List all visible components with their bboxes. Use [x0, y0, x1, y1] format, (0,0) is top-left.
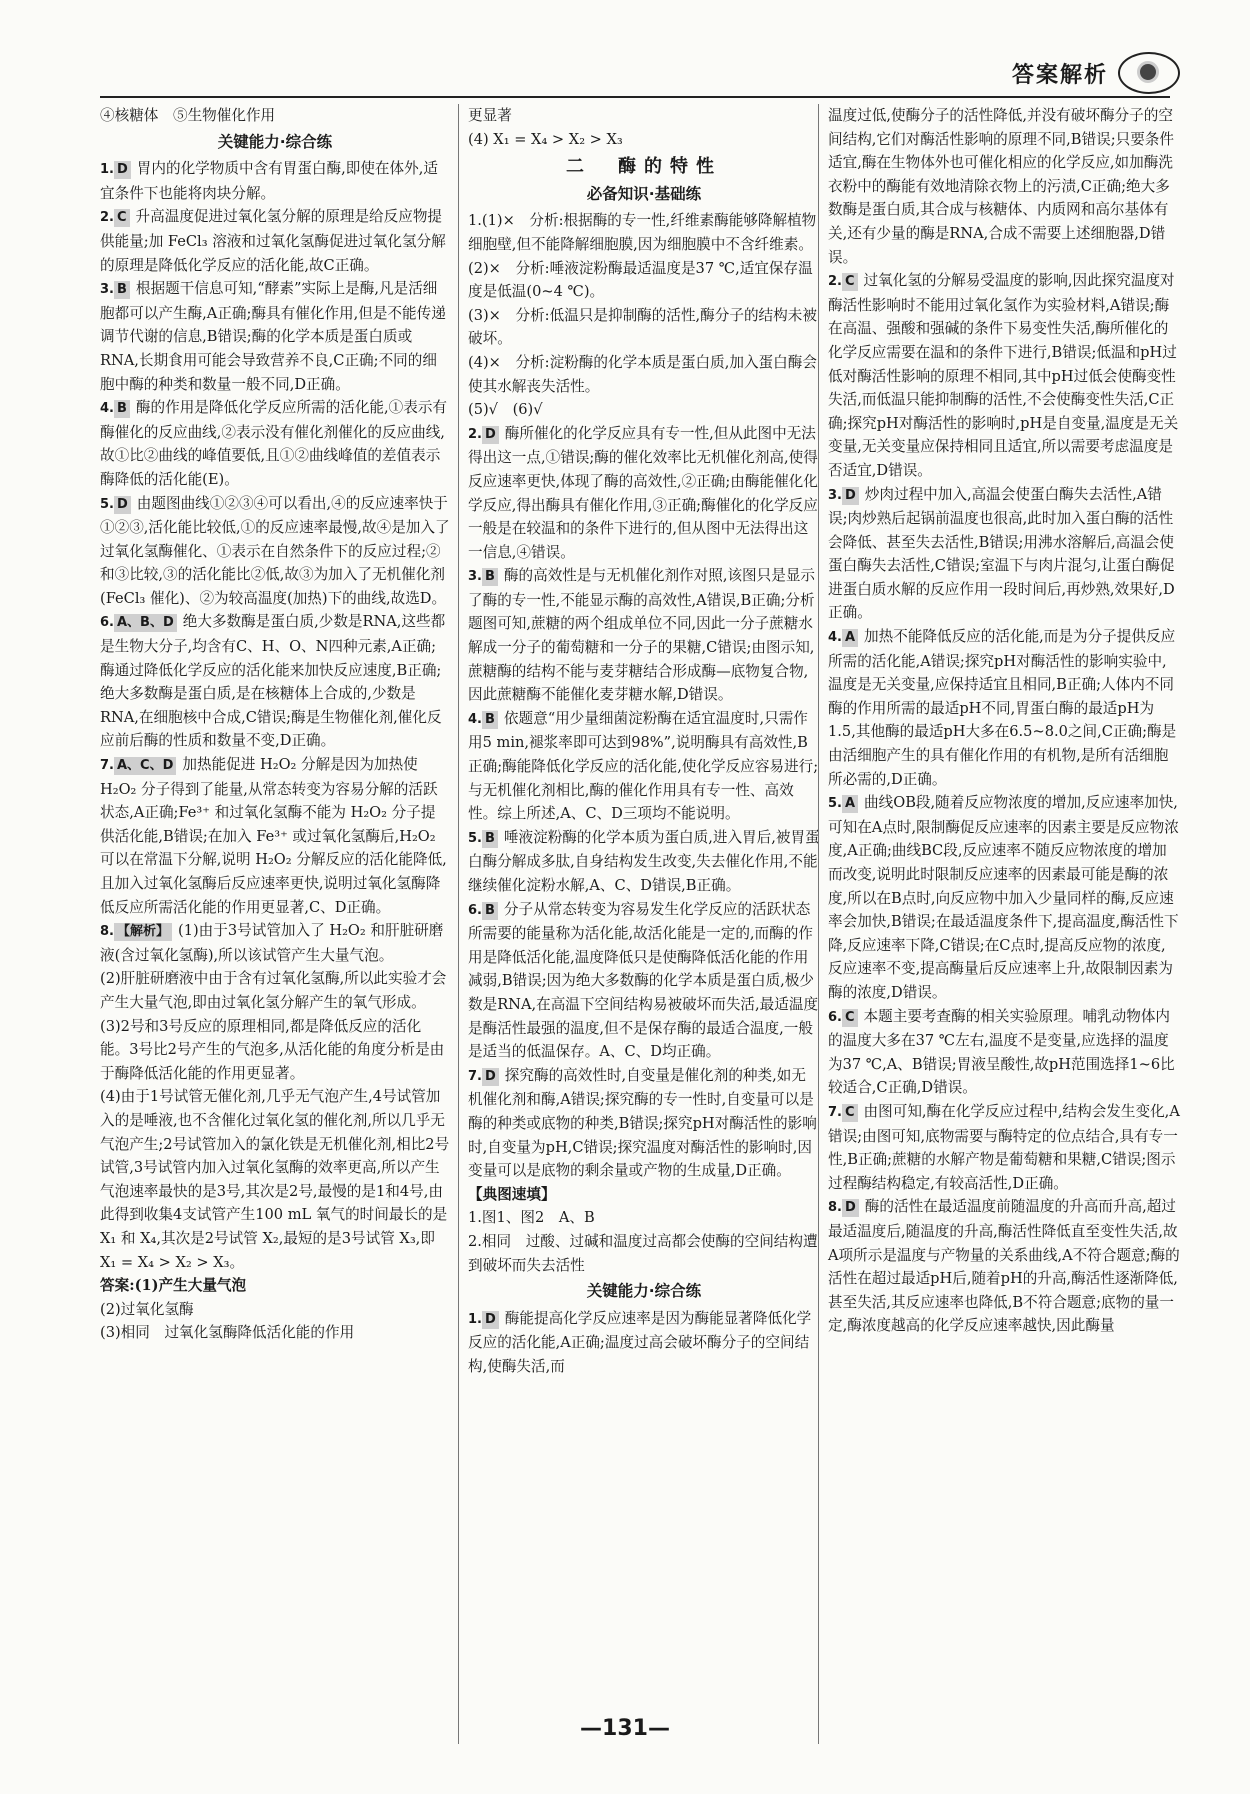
answer-tag: B — [482, 902, 498, 920]
answer-item — [468, 1307, 820, 1379]
answer-item — [828, 625, 1180, 791]
section-heading: 关键能力·综合练 — [586, 1282, 702, 1301]
item-text: 升高温度促进过氧化氢分解的原理是给反应物提供能量;加 FeCl₃ 溶液和过氧化氢酶促进过氧化氢分解的原理是降低化学反应的活化能,故C正确。 — [100, 208, 446, 274]
paragraph: (4)× 分析:淀粉酶的化学本质是蛋白质,加入蛋白酶会使其水解丧失活性。 — [468, 353, 817, 395]
column-1 — [100, 104, 450, 1345]
answer-tag: D — [114, 161, 131, 179]
page-header — [1012, 52, 1180, 94]
eye-logo-icon — [1118, 52, 1180, 94]
item-number: 3. — [828, 487, 842, 503]
item-number: 2. — [828, 274, 842, 290]
answer-tag: C — [842, 1104, 858, 1122]
answer-tag: B — [114, 400, 130, 418]
paragraph: 更显著 — [468, 107, 512, 124]
page-number: —131— — [580, 1716, 670, 1741]
item-number: 1. — [468, 1311, 482, 1327]
item-text: 酶的高效性是与无机催化剂作对照,该图只是显示了酶的专一性,不能显示酶的高效性,A错误,B正确;分析题图可知,蔗糖的两个组成单位不同,因此一分子蔗糖水解成一分子的葡萄糖和一分子的果糖,C错误;由图示知,蔗糖酶的结构不能与麦芽糖结合形成酶—底物复合物,因此蔗糖酶不能催化麦芽糖水解,D错误。 — [468, 567, 816, 704]
answer-item — [100, 277, 450, 396]
paragraph: (3)× 分析:低温只是抑制酶的活性,酶分子的结构未被破坏。 — [468, 306, 817, 348]
answer-item — [468, 1064, 820, 1183]
item-number: 5. — [100, 496, 114, 512]
item-text: 酶的作用是降低化学反应所需的活化能,①表示有酶催化的反应曲线,②表示没有催化剂催化的反应曲线,故①比②曲线的峰值要低,且①②曲线峰值的差值表示酶降低的活化能(E)。 — [100, 399, 448, 488]
item-number: 6. — [100, 615, 114, 631]
answer-tag: B — [482, 568, 498, 586]
paragraph: (2)肝脏研磨液中由于含有过氧化氢酶,所以此实验才会产生大量气泡,即由过氧化氢分解产生的氧气形成。 — [100, 970, 447, 1011]
answer-item — [100, 753, 450, 919]
answer-item — [468, 564, 820, 707]
answer-label: 答案:(1)产生大量气泡 — [100, 1277, 247, 1295]
paragraph: 1.(1)× 分析:根据酶的专一性,纤维素酶能够降解植物细胞壁,但不能降解细胞膜,因为细胞膜中不含纤维素。 — [468, 212, 817, 253]
paragraph: ④核糖体 ⑤生物催化作用 — [100, 107, 276, 124]
item-text: 根据题干信息可知,“酵素”实际上是酶,凡是活细胞都可以产生酶,A正确;酶具有催化作用,但是不能传递调节代谢的信息,B错误;酶的化学本质是蛋白质或RNA,长期食用可能会导致营养不良,C正确;不同的细胞中酶的种类和数量一般不同,D正确。 — [100, 280, 446, 393]
item-number: 6. — [468, 902, 482, 918]
section-heading: 必备知识·基础练 — [586, 184, 702, 203]
item-number: 7. — [100, 758, 114, 774]
item-text: 绝大多数酶是蛋白质,少数是RNA,这些都是生物大分子,均含有C、H、O、N四种元素,A正确;酶通过降低化学反应的活化能来加快反应速度,B正确;绝大多数酶是蛋白质,是在核糖体上合成的,少数是RNA,在细胞核中合成,C错误;酶是生物催化剂,催化反应前后酶的性质和数量不变,D正确。 — [100, 613, 446, 750]
item-text: 由图可知,酶在化学反应过程中,结构会发生变化,A错误;由图可知,底物需要与酶特定的位点结合,具有专一性,B正确;蔗糖的水解产物是葡萄糖和果糖,C错误;图示过程酶结构稳定,有较高活性,D正确。 — [828, 1102, 1180, 1192]
answer-item — [100, 919, 450, 967]
item-number: 4. — [468, 711, 482, 727]
section-heading: 关键能力·综合练 — [217, 132, 333, 151]
paragraph: (5)√ (6)√ — [468, 401, 543, 419]
item-text: 炒肉过程中加入,高温会使蛋白酶失去活性,A错误;肉炒熟后起锅前温度也很高,此时加入蛋白酶的活性会降低、甚至失去活性,B错误;用沸水溶解后,高温会使蛋白酶失去活性,C错误;室温下与肉片混匀,让蛋白酶促进蛋白质水解的反应作用一段时间后,再炒熟,效果好,D正确。 — [828, 485, 1175, 622]
answer-tag: C — [842, 273, 858, 291]
item-text: 依题意“用少量细菌淀粉酶在适宜温度时,只需作用5 min,褪浆率即可达到98%”,说明酶具有高效性,B正确;酶能降低化学反应的活化能,使化学反应容易进行;与无机催化剂相比,酶的催化作用具有专一性、高效性。综上所述,A、C、D三项均不能说明。 — [468, 709, 819, 823]
answer-tag: B — [114, 281, 130, 299]
answer-tag: 【解析】 — [114, 923, 172, 941]
item-text: 分子从常态转变为容易发生化学反应的活跃状态所需要的能量称为活化能,故活化能是一定的,而酶的作用是降低活化能,温度降低只是使酶降低活化能的作用减弱,B错误;因为绝大多数酶的化学本质是蛋白质,极少数是RNA,在高温下空间结构易被破坏而失活,最适温度是酶活性最强的温度,但不是保存酶的最适合温度,一般是适当的低温保存。A、C、D均正确。 — [468, 900, 819, 1061]
item-number: 6. — [828, 1009, 842, 1025]
item-text: 加热不能降低反应的活化能,而是为分子提供反应所需的活化能,A错误;探究pH对酶活性的影响实验中,温度是无关变量,应保持适宜且相同,B正确;人体内不同酶的作用所需的最适pH不同,胃蛋白酶的最适pH为1.5,其他酶的最适pH大多在6.5~8.0之间,C正确;酶是由活细胞产生的具有催化作用的有机物,是所有活细胞所必需的,D正确。 — [828, 628, 1177, 788]
item-number: 1. — [100, 162, 114, 178]
answer-item — [828, 1100, 1180, 1195]
answer-item — [100, 396, 450, 491]
answer-tag: D — [482, 1068, 499, 1086]
column-2 — [458, 104, 820, 1744]
item-number: 4. — [828, 630, 842, 646]
answer-tag: B — [482, 711, 498, 729]
item-number: 7. — [468, 1068, 482, 1084]
answer-tag: D — [842, 1199, 859, 1217]
answer-tag: D — [842, 487, 859, 505]
answer-item — [100, 157, 450, 205]
header-title: 答案解析 — [1011, 62, 1108, 88]
chapter-heading: 二 酶的特性 — [566, 156, 722, 178]
paragraph: 2.相同 过酸、过碱和温度过高都会使酶的空间结构遭到破坏而失去活性 — [468, 1232, 818, 1274]
answer-item — [828, 791, 1180, 1004]
item-number: 2. — [100, 210, 114, 226]
answer-tag: D — [482, 426, 499, 444]
header-divider — [100, 96, 1170, 98]
paragraph: (3)相同 过氧化氢酶降低活化能的作用 — [100, 1324, 355, 1342]
answer-item — [828, 1195, 1180, 1338]
answer-item — [468, 707, 820, 826]
answer-item — [468, 898, 820, 1064]
paragraph: (2)过氧化氢酶 — [100, 1300, 194, 1318]
item-number: 8. — [100, 924, 114, 940]
answer-tag: B — [482, 830, 498, 848]
answer-tag: A — [842, 795, 858, 813]
item-text: 本题主要考查酶的相关实验原理。哺乳动物体内的温度大多在37 ℃左右,温度不是变量,应选择的温度为37 ℃,A、B错误;胃液呈酸性,故pH范围选择1~6比较适合,C正确,D错误。 — [828, 1007, 1175, 1097]
item-number: 4. — [100, 401, 114, 417]
item-text: 胃内的化学物质中含有胃蛋白酶,即使在体外,适宜条件下也能将肉块分解。 — [100, 160, 438, 202]
answer-item — [100, 492, 450, 611]
answer-item — [100, 610, 450, 753]
answer-label: 【典图速填】 — [468, 1185, 556, 1203]
item-number: 3. — [468, 569, 482, 585]
item-text: 过氧化氢的分解易受温度的影响,因此探究温度对酶活性影响时不能用过氧化氢作为实验材料,A错误;酶在高温、强酸和强碱的条件下易变性失活,酶所催化的化学反应需要在温和的条件下进行,B错误;低温和pH过低对酶活性影响的原理不相同,其中pH过低会使酶变性失活,而低温只能抑制酶的活性,不会使酶变性失活,C正确;探究pH对酶活性的影响时,pH是自变量,温度是无关变量,无关变量应保持相同且适宜,所以需要考虑温度是否适宜,D错误。 — [828, 272, 1179, 479]
item-text: 酶的活性在最适温度前随温度的升高而升高,超过最适温度后,随温度的升高,酶活性降低直至变性失活,故A项所示是温度与产物量的关系曲线,A不符合题意;酶的活性在超过最适pH后,随着pH的升高,酶活性逐渐降低,甚至失活,其反应速率也降低,B不符合题意;底物的量一定,酶浓度越高的化学反应速率越快,因此酶量 — [828, 1198, 1180, 1335]
paragraph: (3)2号和3号反应的原理相同,都是降低反应的活化能。3号比2号产生的气泡多,从活化能的角度分析是由于酶降低活化能的作用更显著。 — [100, 1017, 445, 1082]
item-text: 曲线OB段,随着反应物浓度的增加,反应速率加快,可知在A点时,限制酶促反应速率的因素主要是反应物浓度,A正确;曲线BC段,反应速率不随反应物浓度的增加而改变,说明此时限制反应速率的因素最可能是酶的浓度,所以在B点时,向反应物中加入少量同样的酶,反应速率会加快,B错误;在最适温度条件下,提高温度,酶活性下降,反应速率下降,C错误;在C点时,提高反应物的浓度,反应速率不变,提高酶量后反应速率上升,故限制因素为酶的浓度,D错误。 — [828, 794, 1179, 1001]
item-number: 5. — [828, 796, 842, 812]
answer-item — [828, 1005, 1180, 1100]
item-number: 2. — [468, 426, 482, 442]
item-text: 加热能促进 H₂O₂ 分解是因为加热使 H₂O₂ 分子得到了能量,从常态转变为容易分解的活跃状态,A正确;Fe³⁺ 和过氧化氢酶不能为 H₂O₂ 分子提供活化能,B错误;在加入 Fe³⁺ 或过氧化氢酶后,H₂O₂ 可以在常温下分解,说明 H₂O₂ 分解反应的活化能降低,且加入过氧化氢酶后反应速率更快,说明过氧化氢酶降低反应所需活化能的作用更显著,C、D正确。 — [100, 756, 447, 916]
answer-item — [100, 205, 450, 277]
item-number: 7. — [828, 1104, 842, 1120]
paragraph: (2)× 分析:唾液淀粉酶最适温度是37 ℃,适宜保存温度是低温(0~4 ℃)。 — [468, 259, 813, 301]
paragraph: 1.图1、图2 A、B — [468, 1209, 595, 1227]
answer-tag: A — [842, 629, 858, 647]
answer-item — [828, 483, 1180, 626]
item-text: 唾液淀粉酶的化学本质为蛋白质,进入胃后,被胃蛋白酶分解成多肽,自身结构发生改变,失去催化作用,不能继续催化淀粉水解,A、C、D错误,B正确。 — [468, 828, 820, 894]
answer-tag: D — [114, 496, 131, 514]
answer-item — [468, 826, 820, 898]
answer-tag: A、B、D — [114, 614, 177, 632]
answer-tag: D — [482, 1311, 499, 1329]
answer-item — [828, 269, 1180, 482]
item-number: 3. — [100, 282, 114, 298]
paragraph: (4) X₁ = X₄ > X₂ > X₃ — [468, 130, 623, 148]
item-text: (1)由于3号试管加入了 H₂O₂ 和肝脏研磨液(含过氧化氢酶),所以该试管产生大量气泡。 — [100, 922, 444, 964]
item-text: 酶能提高化学反应速率是因为酶能显著降低化学反应的活化能,A正确;温度过高会破坏酶分子的空间结构,使酶失活,而 — [468, 1309, 812, 1375]
item-number: 5. — [468, 830, 482, 846]
item-text: 酶所催化的化学反应具有专一性,但从此图中无法得出这一点,①错误;酶的催化效率比无机催化剂高,使得反应速率更快,体现了酶的高效性,②正确;由酶能催化化学反应,得出酶具有催化作用,③正确;酶催化的化学反应一般是在较温和的条件下进行的,但从图中无法得出这一信息,④错误。 — [468, 424, 818, 561]
item-number: 8. — [828, 1200, 842, 1216]
item-text: 由题图曲线①②③④可以看出,④的反应速率快于①②③,活化能比较低,①的反应速率最慢,故④是加入了过氧化氢酶催化、①表示在自然条件下的反应过程;②和③比较,③的活化能比②低,故③为加入了无机催化剂(FeCl₃ 催化)、②为较高温度(加热)下的曲线,故选D。 — [100, 494, 450, 607]
item-text: 探究酶的高效性时,自变量是催化剂的种类,如无机催化剂和酶,A错误;探究酶的专一性时,自变量可以是酶的种类或底物的种类,B错误;探究pH对酶活性的影响时,自变量为pH,C错误;探究温度对酶活性的影响时,因变量可以是底物的剩余量或产物的生成量,D正确。 — [468, 1066, 817, 1180]
answer-tag: A、C、D — [114, 757, 176, 775]
answer-tag: C — [842, 1009, 858, 1027]
column-3 — [818, 104, 1180, 1744]
paragraph: (4)由于1号试管无催化剂,几乎无气泡产生,4号试管加入的是唾液,也不含催化过氧化氢的催化剂,所以几乎无气泡产生;2号试管加入的氯化铁是无机催化剂,相比2号试管,3号试管内加入过氧化氢酶的效率更高,所以产生气泡速率最快的是3号,其次是2号,最慢的是1和4号,由此得到收集4支试管产生100 mL 氧气的时间最长的是 X₁ 和 X₄,其次是2号试管 X₂,最短的是3号试管 X₃,即 X₁ = X₄ > X₂ > X₃。 — [100, 1088, 450, 1271]
paragraph: 温度过低,使酶分子的活性降低,并没有破坏酶分子的空间结构,它们对酶活性影响的原理不同,B错误;只要条件适宜,酶在生物体外也可催化相应的化学反应,如加酶洗衣粉中的酶能有效地清除衣物上的污渍,C正确;绝大多数酶是蛋白质,其合成与核糖体、内质网和高尔基体有关,还有少量的酶是RNA,合成不需要上述细胞器,D错误。 — [828, 107, 1174, 266]
answer-item — [468, 422, 820, 565]
answer-tag: C — [114, 209, 130, 227]
